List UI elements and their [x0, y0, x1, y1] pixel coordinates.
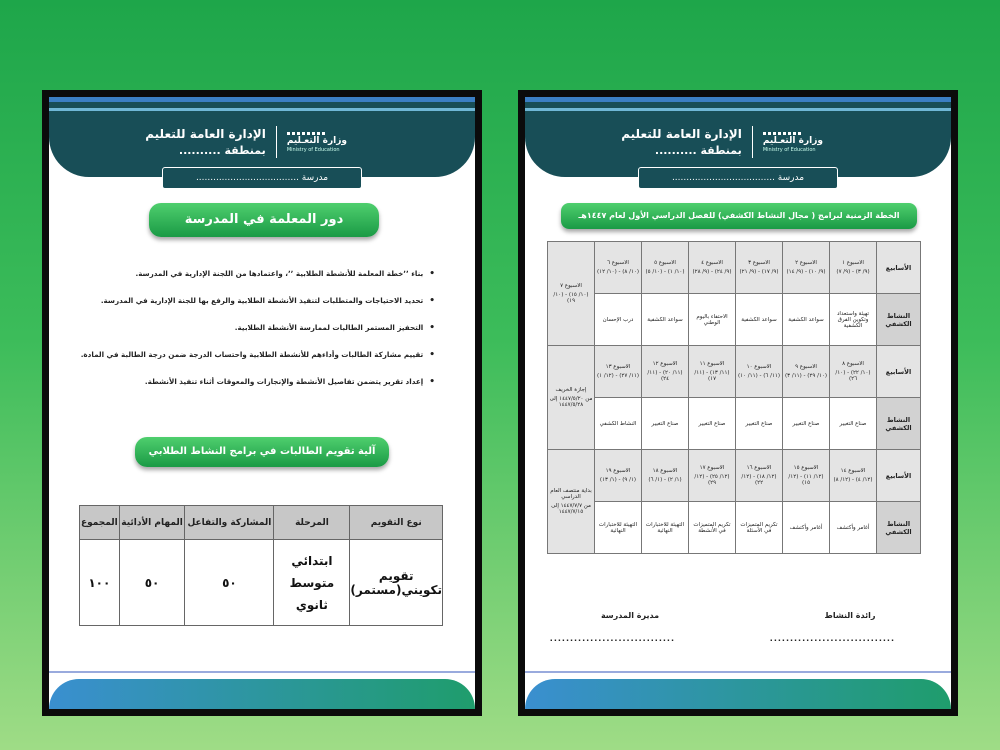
leader-label: رائدة النشاط	[824, 611, 876, 620]
right-document-page	[525, 97, 951, 709]
table-header: المهام الأدائية	[119, 506, 185, 540]
right-document-frame	[518, 90, 958, 716]
list-item: •بناء ٬٬خطة المعلمة للأنشطة الطلابية ٬٬، واعتمادها من اللجنة الإدارية في المدرسة.	[135, 269, 435, 279]
week-cell	[595, 242, 642, 294]
week-cell	[830, 242, 877, 294]
table-header: المجموع	[80, 506, 120, 540]
admin-text	[621, 127, 742, 157]
table-cell: ٥٠	[185, 540, 274, 626]
week-cell	[548, 450, 595, 554]
right-footer-band	[525, 663, 951, 709]
table-cell: ابتدائي متوسط ثانوي	[274, 540, 350, 626]
table-header: المرحلة	[274, 506, 350, 540]
week-dates: (٩/ ٢٤) - (٩/ ٢٨)	[692, 269, 732, 275]
week-number: الاسبوع ١٠	[746, 364, 772, 370]
schedule-weeks-row	[548, 450, 921, 502]
activity-cell: التهيئة للاختبارات النهائية	[642, 502, 689, 554]
list-item: •التحفيز المستمر الطالبات لممارسة الأنشطة الطلابية.	[234, 323, 435, 333]
week-dates: (١/ ٩) - (١/ ١٣)	[599, 477, 637, 483]
activity-label: النشاط الكشفي	[877, 294, 921, 346]
table-header: المشاركة والتفاعل	[185, 506, 274, 540]
evaluation-title: آلية تقويم الطالبات في برامج النشاط الطلابي	[135, 437, 389, 467]
activity-cell: أغامر وأكتشف	[783, 502, 830, 554]
week-cell	[830, 450, 877, 502]
week-number: إجازة الخريف	[555, 387, 587, 393]
week-dates: (١١/ ٢٧) - (١٢/ ١)	[596, 373, 640, 379]
week-cell	[595, 450, 642, 502]
week-dates: (١٠/ ١) - (١٠/ ٥)	[645, 269, 685, 275]
week-number: الاسبوع ١٦	[746, 465, 772, 471]
schedule-activities-row	[548, 294, 921, 346]
admin-text	[145, 127, 266, 157]
week-cell	[736, 450, 783, 502]
ministry-name-ar: وزارة التعـليم	[286, 135, 347, 146]
weeks-label: الأسابيع	[877, 242, 921, 294]
weeks-label: الأسابيع	[877, 346, 921, 398]
evaluation-table	[79, 505, 443, 626]
week-cell	[736, 346, 783, 398]
week-cell	[689, 450, 736, 502]
left-footer-band	[49, 663, 475, 709]
week-number: الاسبوع ٨	[842, 361, 864, 367]
left-document-frame	[42, 90, 482, 716]
principal-sign-line: ...............................	[549, 634, 675, 643]
schedule-activities-row	[548, 502, 921, 554]
week-number: الاسبوع ٦	[607, 260, 629, 266]
week-dates: (١/ ٢) - (١/ ٦)	[648, 477, 682, 483]
week-cell	[783, 450, 830, 502]
activity-cell: سواعد الكشفية	[783, 294, 830, 346]
week-number: الاسبوع ٣	[748, 260, 770, 266]
week-number: الاسبوع ١٧	[699, 465, 725, 471]
schedule-weeks-row	[548, 346, 921, 398]
activity-cell: النشاط الكشفي	[595, 398, 642, 450]
week-cell	[736, 242, 783, 294]
week-number: الاسبوع ١٨	[652, 468, 678, 474]
left-header-band	[49, 97, 475, 177]
list-item: •تقييم مشاركة الطالبات وأداءهم للأنشطة الطلابية واحتساب الدرجة ضمن درجة الطالبة في المادة.	[80, 350, 435, 360]
ministry-name-ar: وزارة التعـليم	[762, 135, 823, 146]
activity-leader-signature	[769, 611, 895, 643]
week-cell	[548, 346, 595, 450]
week-dates: (١١/ ٦) - (١١/ ١٠)	[737, 373, 781, 379]
week-number: الاسبوع ١٣	[605, 364, 631, 370]
week-cell	[642, 450, 689, 502]
week-dates: (١٢/ ١١) - (١٢/ ١٥)	[788, 474, 824, 486]
activity-cell: سواعد الكشفية	[642, 294, 689, 346]
list-item: •تحديد الاحتياجات والمتطلبات لتنفيذ الأنشطة الطلابية والرفع بها للجنة الإدارية في المدرسة.	[100, 296, 435, 306]
admin-line2: بمنطقة ..........	[178, 144, 266, 157]
activity-label: النشاط الكشفي	[877, 502, 921, 554]
week-number: الاسبوع ٧	[560, 283, 582, 289]
week-number: الاسبوع ٥	[654, 260, 676, 266]
week-cell	[783, 242, 830, 294]
week-cell	[830, 346, 877, 398]
week-number: الاسبوع ١	[842, 260, 864, 266]
left-ministry-logo	[145, 126, 347, 158]
right-ministry-logo	[621, 126, 823, 158]
weeks-label: الأسابيع	[877, 450, 921, 502]
activity-cell: تهيئة واستعداد وتكوين الفرق الكشفية	[830, 294, 877, 346]
teacher-role-title: دور المعلمة في المدرسة	[149, 203, 379, 237]
activity-cell: التهيئة للاختبارات النهائية	[595, 502, 642, 554]
week-dates: (٩/ ٣) - (٩/ ٧)	[836, 269, 870, 275]
activity-label: النشاط الكشفي	[877, 398, 921, 450]
week-number: الاسبوع ١٩	[605, 468, 631, 474]
table-cell: ١٠٠	[80, 540, 120, 626]
ministry-logo-icon	[763, 132, 801, 135]
school-name-box: مدرسة ....................................	[162, 167, 362, 189]
school-name-box: مدرسة ....................................	[638, 167, 838, 189]
week-dates: (١١/ ٢٠) - (١١/ ٢٤)	[647, 370, 683, 382]
week-dates: (١٠/ ٨) - (١٠/ ١٢)	[596, 269, 640, 275]
activity-cell: الاحتفاء باليوم الوطني	[689, 294, 736, 346]
list-item: •إعداد تقرير يتضمن تفاصيل الأنشطة والإنجازات والمعوقات أثناء تنفيذ الأنشطة.	[144, 377, 435, 387]
week-cell	[642, 346, 689, 398]
activity-cell: صناع التغيير	[642, 398, 689, 450]
admin-line2: بمنطقة ..........	[654, 144, 742, 157]
teacher-role-list	[80, 269, 435, 404]
week-number: بداية منتصف العام الدراسي	[550, 488, 592, 500]
week-dates: (١٠/ ٢٩) - (١١/ ٣)	[784, 373, 828, 379]
week-number: الاسبوع ١٤	[840, 468, 866, 474]
week-cell	[642, 242, 689, 294]
left-document-page	[49, 97, 475, 709]
week-dates: من ١٤٤٧/٧/٧ إلى ١٤٤٧/٧/١٥	[551, 503, 591, 515]
week-number: الاسبوع ١١	[699, 361, 725, 367]
activity-cell: تكريم المتميزات في الأسئلة	[736, 502, 783, 554]
week-cell	[689, 346, 736, 398]
table-header-row	[80, 506, 443, 540]
week-dates: (١٠/ ٢٢) - (١٠/ ٢٦)	[835, 370, 871, 382]
ministry-mark	[763, 132, 823, 153]
week-dates: (٩/ ١٧) - (٩/ ٢١)	[739, 269, 779, 275]
activity-cell: صناع التغيير	[736, 398, 783, 450]
week-cell	[783, 346, 830, 398]
ministry-name-en: Ministry of Education	[762, 146, 816, 153]
week-dates: من ١٤٤٧/٥/٢٠ إلى ١٤٤٧/٥/٢٨	[549, 396, 593, 408]
activity-cell: صناع التغيير	[689, 398, 736, 450]
ministry-logo-icon	[287, 132, 325, 135]
week-number: الاسبوع ١٢	[652, 361, 678, 367]
activity-cell: أغامر وأكتشف	[830, 502, 877, 554]
schedule-weeks-row	[548, 242, 921, 294]
activity-cell: صناع التغيير	[783, 398, 830, 450]
week-dates: (١١/ ١٣) - (١١/ ١٧)	[694, 370, 730, 382]
week-cell	[689, 242, 736, 294]
schedule-activities-row	[548, 398, 921, 450]
activity-cell: صناع التغيير	[830, 398, 877, 450]
principal-signature	[549, 611, 675, 643]
activity-cell: سواعد الكشفية	[736, 294, 783, 346]
week-dates: (١٢/ ٢٥) - (١٢/ ٢٩)	[694, 474, 730, 486]
leader-sign-line: ...............................	[769, 634, 895, 643]
principal-label: مديرة المدرسة	[600, 611, 660, 620]
week-number: الاسبوع ١٥	[793, 465, 819, 471]
admin-line1: الإدارة العامة للتعليم	[145, 127, 266, 141]
table-header: نوع التقويم	[350, 506, 443, 540]
table-row	[80, 540, 443, 626]
schedule-table	[547, 241, 921, 554]
admin-line1: الإدارة العامة للتعليم	[621, 127, 742, 141]
week-dates: (٩/ ١٠) - (٩/ ١٤)	[786, 269, 826, 275]
table-cell: تقويم تكويني(مستمر)	[350, 540, 443, 626]
week-number: الاسبوع ٩	[795, 364, 817, 370]
week-cell	[595, 346, 642, 398]
ministry-name-en: Ministry of Education	[286, 146, 340, 153]
right-header-band	[525, 97, 951, 177]
week-cell	[548, 242, 595, 346]
week-dates: (١٢/ ٤) - (١٢/ ٨)	[833, 477, 873, 483]
week-dates: (١٠/ ١٥) - (١٠/ ١٩)	[553, 292, 589, 304]
week-number: الاسبوع ٤	[701, 260, 723, 266]
activity-cell: درب الإحسان	[595, 294, 642, 346]
activity-cell: تكريم المتميزات في الأنشطة	[689, 502, 736, 554]
ministry-mark	[287, 132, 347, 153]
schedule-title: الخطة الزمنية لبرامج ( مجال النشاط الكشفي) للفصل الدراسي الأول لعام ١٤٤٧هـ	[561, 203, 917, 229]
week-number: الاسبوع ٢	[795, 260, 817, 266]
table-cell: ٥٠	[119, 540, 185, 626]
week-dates: (١٢/ ١٨) - (١٢/ ٢٢)	[741, 474, 777, 486]
